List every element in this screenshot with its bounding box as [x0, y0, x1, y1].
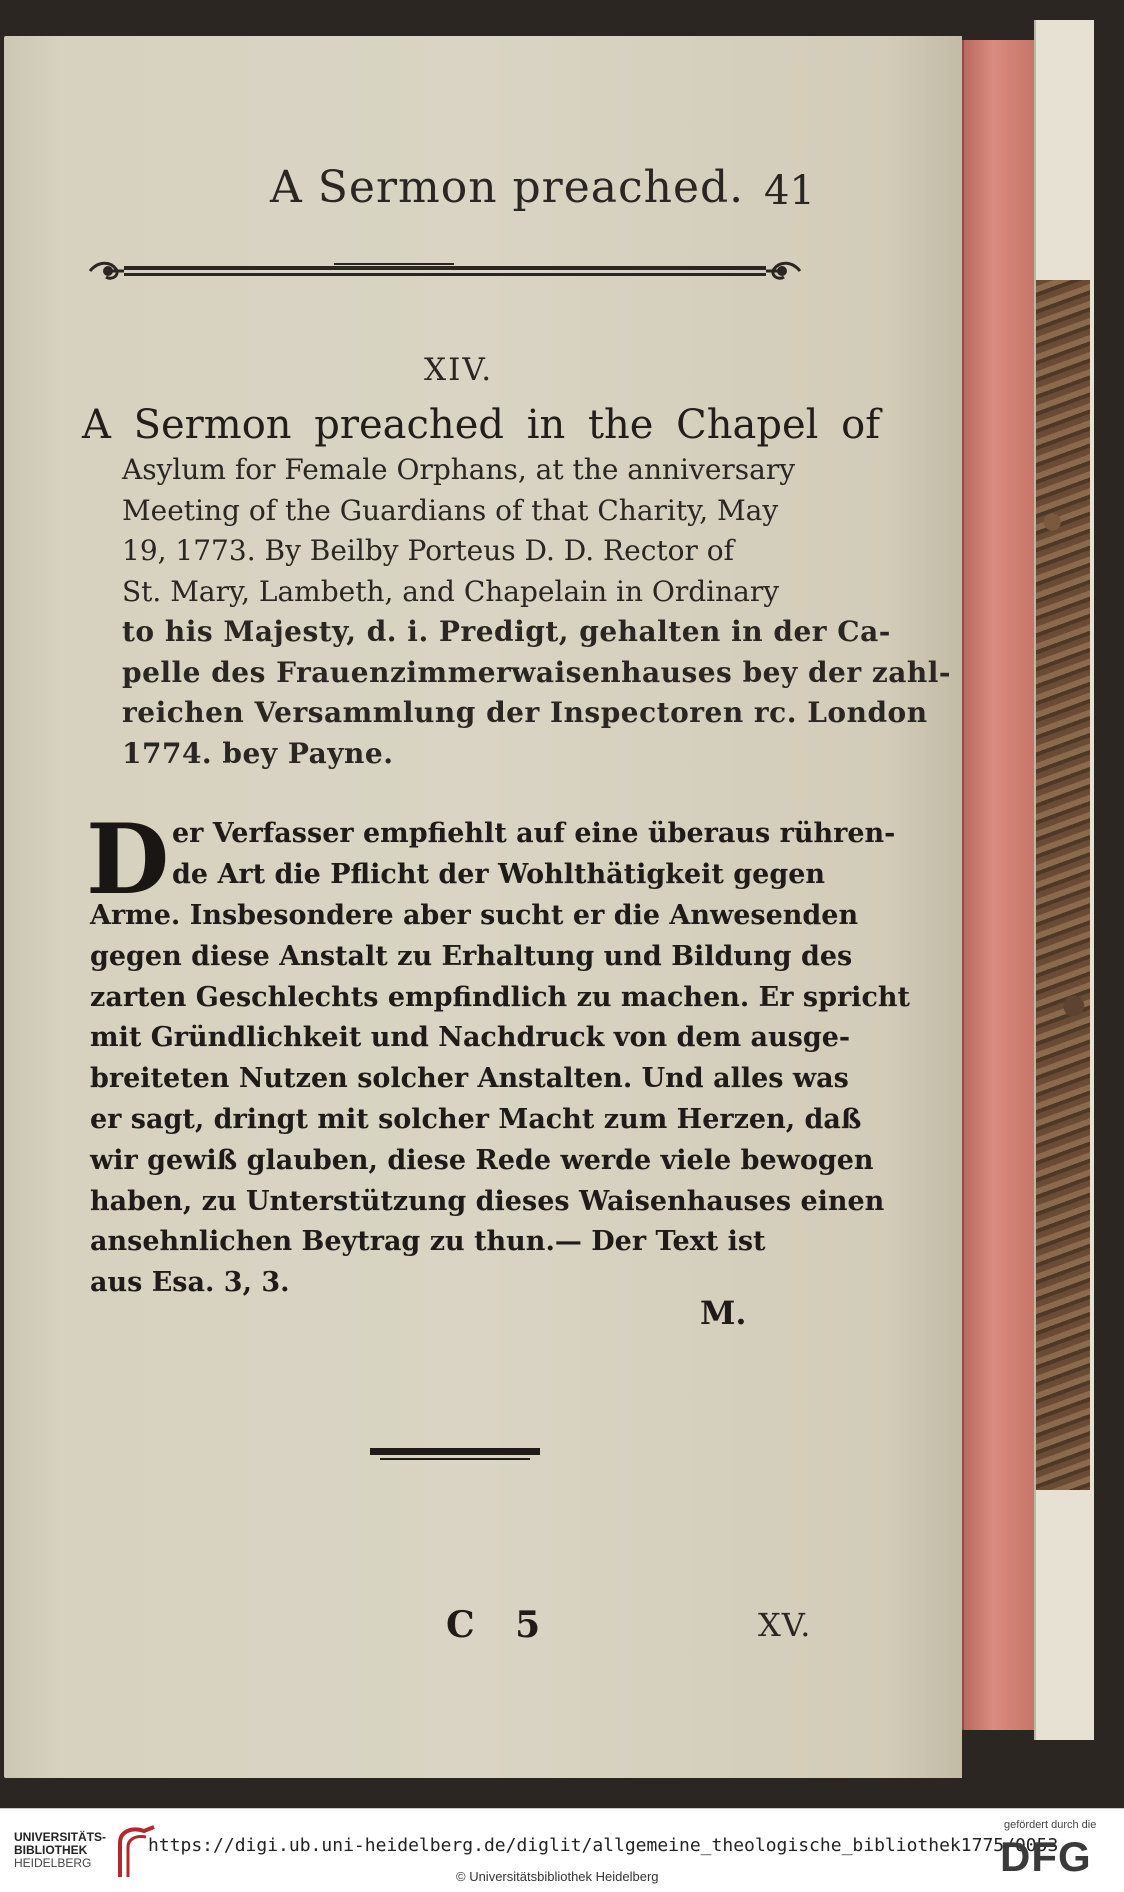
body-line: haben, zu Unterstützung dieses Waisenhauses einen — [90, 1185, 885, 1217]
signature-mark: C 5 — [446, 1604, 555, 1646]
body-line: aus Esa. 3, 3. — [90, 1267, 290, 1299]
body-line: gegen diese Anstalt zu Erhaltung und Bildung des — [90, 940, 853, 972]
title-line: to his Majesty, d. i. Predigt, gehalten in der Ca- — [122, 615, 891, 648]
body-paragraph — [90, 896, 910, 1304]
permalink-url[interactable]: https://digi.ub.uni-heidelberg.de/diglit/allgemeine_theologische_bibliothek1775/0053 — [148, 1835, 1059, 1856]
title-line: Meeting of the Guardians of that Charity, May — [122, 493, 779, 527]
sermon-title-continuation — [122, 450, 952, 774]
body-line: zarten Geschlechts empfindlich zu machen. Er spricht — [90, 981, 910, 1013]
body-line: de Art die Pflicht der Wohlthätigkeit gegen — [172, 859, 826, 890]
marbled-cover — [1036, 280, 1090, 1490]
title-line: pelle des Frauenzimmerwaisenhauses bey der zahl- — [122, 655, 952, 689]
title-line: 19, 1773. By Beilby Porteus D. D. Rector of — [122, 534, 735, 567]
title-line: Asylum for Female Orphans, at the anniversary — [122, 453, 796, 486]
library-name-line: HEIDELBERG — [14, 1856, 92, 1870]
page-number: 41 — [764, 168, 815, 214]
drop-capital: D — [86, 803, 170, 916]
end-rule — [370, 1444, 540, 1466]
body-line: mit Gründlichkeit und Nachdruck von dem ausge- — [90, 1022, 851, 1054]
ornamental-rule — [84, 255, 806, 287]
dfg-logo: DFG — [1000, 1833, 1092, 1880]
library-name-line: UNIVERSITÄTS- — [14, 1830, 107, 1844]
section-number: XIV. — [424, 352, 494, 388]
title-line: reichen Versammlung der Inspectoren rc. London — [122, 696, 928, 729]
body-line: Arme. Insbesondere aber sucht er die Anwesenden — [90, 900, 859, 931]
funding-note: gefördert durch die — [1004, 1819, 1097, 1831]
body-line: wir gewiß glauben, diese Rede werde viele bewogen — [90, 1144, 874, 1176]
body-line: er Verfasser empfiehlt auf eine überaus rühren- — [172, 818, 896, 849]
viewer-footer — [0, 1808, 1124, 1892]
title-line: 1774. bey Payne. — [122, 736, 394, 770]
catchword: M. — [700, 1294, 747, 1332]
body-line: breiteten Nutzen solcher Anstalten. Und alles was — [90, 1063, 849, 1095]
red-page-edges — [962, 40, 1036, 1730]
body-line: er sagt, dringt mit solcher Macht zum Herzen, daß — [90, 1103, 862, 1135]
library-name-line: BIBLIOTHEK — [14, 1843, 88, 1857]
body-line: ansehnlichen Beytrag zu thun.— Der Text ist — [90, 1226, 766, 1258]
sermon-title: A Sermon preached in the Chapel of — [82, 402, 881, 448]
library-name — [14, 1831, 106, 1870]
next-section-catchword: XV. — [758, 1606, 812, 1644]
copyright-notice: © Universitätsbibliothek Heidelberg — [456, 1869, 659, 1884]
title-line: St. Mary, Lambeth, and Chapelain in Ordinary — [122, 574, 780, 608]
running-head: A Sermon preached. — [270, 162, 745, 213]
